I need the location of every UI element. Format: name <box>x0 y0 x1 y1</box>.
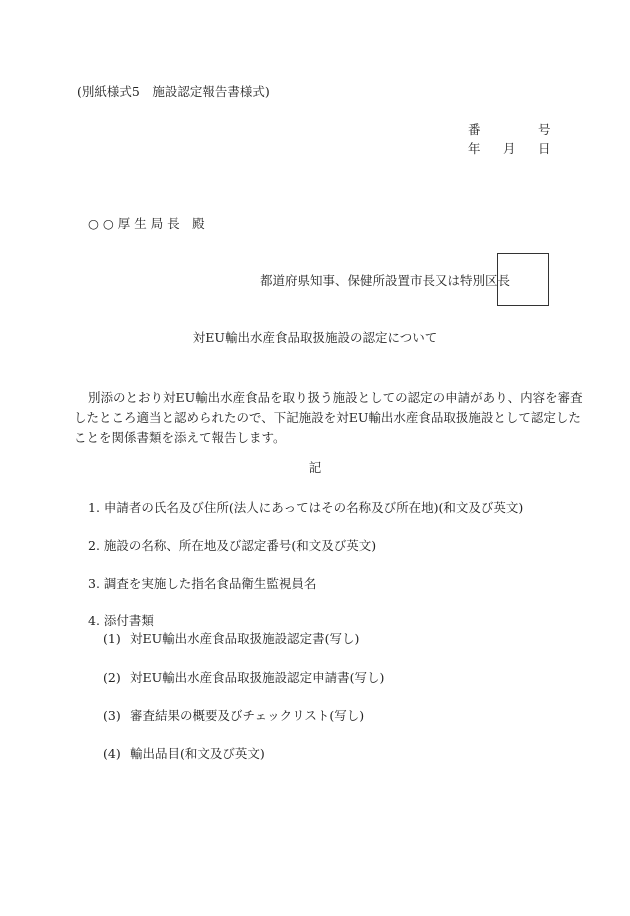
attachment-num: (3) <box>103 708 121 723</box>
body-line: 別添のとおり対EU輸出水産食品を取り扱う施設としての認定の申請があり、内容を審査 <box>88 390 583 405</box>
attachment-num: (1) <box>103 631 121 646</box>
sender: 都道府県知事、保健所設置市長又は特別区長 <box>260 273 511 288</box>
attachment-text: 対EU輸出水産食品取扱施設認定書(写し) <box>130 631 360 646</box>
form-label: (別紙様式5 施設認定報告書様式) <box>77 84 270 99</box>
date-day: 日 <box>538 141 551 156</box>
ki-heading: 記 <box>308 460 322 475</box>
list-item: 3. 調査を実施した指名食品衛生監視員名 <box>88 576 317 591</box>
attachment-text: 輸出品目(和文及び英文) <box>130 746 265 761</box>
attachment-text: 審査結果の概要及びチェックリスト(写し) <box>130 708 365 723</box>
document-title: 対EU輸出水産食品取扱施設の認定について <box>192 330 438 345</box>
seal-box <box>497 253 549 306</box>
addressee: ○ ○ 厚 生 局 長 殿 <box>88 216 205 231</box>
body-line: したところ適当と認められたので、下記施設を対EU輸出水産食品取扱施設として認定した <box>74 410 581 425</box>
attachment-num: (2) <box>103 670 121 685</box>
list-item: 2. 施設の名称、所在地及び認定番号(和文及び英文) <box>88 538 377 553</box>
attachment-num: (4) <box>103 746 121 761</box>
body-line: ことを関係書類を添えて報告します。 <box>74 430 286 445</box>
list-item: 1. 申請者の氏名及び住所(法人にあってはその名称及び所在地)(和文及び英文) <box>88 500 524 515</box>
number-go: 号 <box>538 122 551 137</box>
list-item: 4. 添付書類 <box>88 613 154 628</box>
attachment-text: 対EU輸出水産食品取扱施設認定申請書(写し) <box>130 670 385 685</box>
date-year: 年 <box>468 141 481 156</box>
date-month: 月 <box>503 141 516 156</box>
number-ban: 番 <box>468 122 481 137</box>
